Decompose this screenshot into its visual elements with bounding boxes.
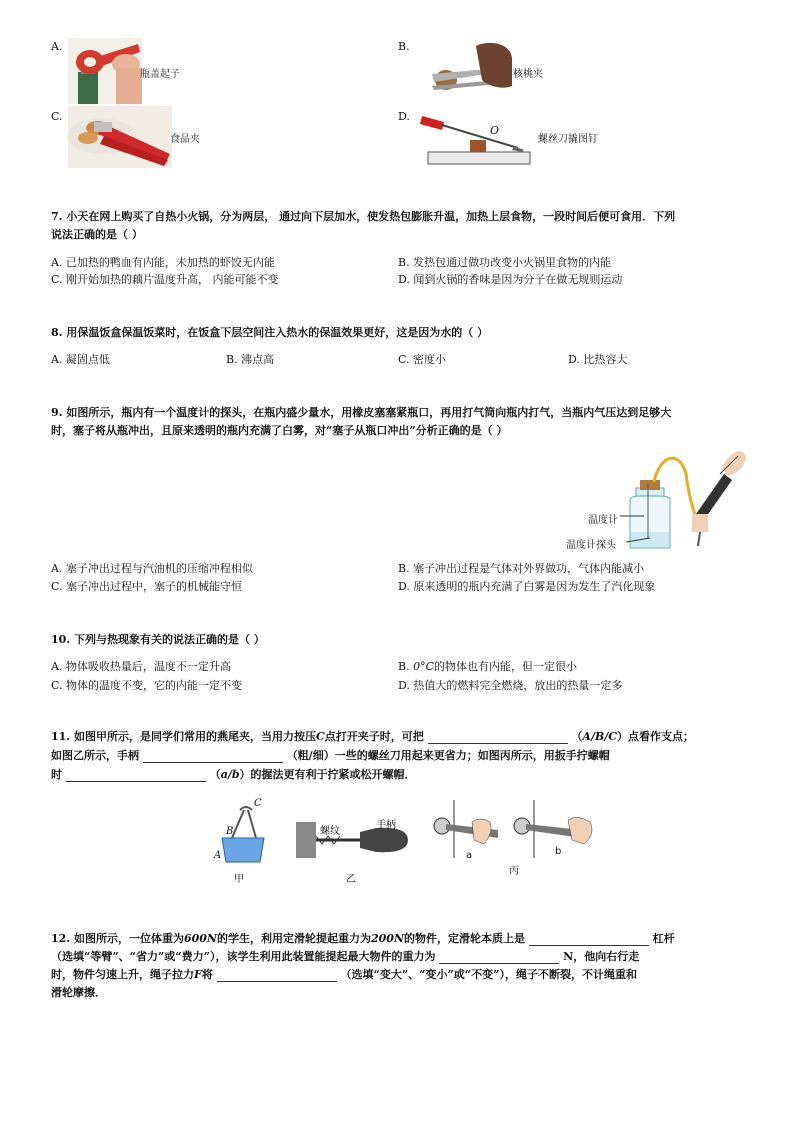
q11-text: 11. 如图甲所示，是同学们常用的燕尾夹，当用力按压 [51, 730, 316, 743]
q12-text: 的物件，定滑轮本质上是 [404, 932, 526, 945]
thread-label: 螺纹 [320, 826, 340, 837]
q11-blank-3[interactable] [66, 770, 206, 782]
q12-stem-line1 [51, 932, 675, 946]
clip-point-c: C [254, 798, 262, 809]
screwdriver-caption: 螺丝刀撬图钉 [538, 134, 598, 145]
q8-option-a[interactable]: A. 凝固点低 [51, 353, 110, 366]
q11-stem-line2 [51, 749, 610, 763]
screwdriver-pry-image [418, 104, 532, 168]
q12-load: 200N [371, 932, 405, 945]
bottle-opener-image [68, 38, 142, 104]
figure-bing-label: 丙 [509, 866, 519, 877]
q11-stem-line3 [51, 768, 416, 782]
q9-stem-line1: 9. 如图所示，瓶内有一个温度计的探头，在瓶内盛少量水，用橡皮塞塞紧瓶口，再用打气筒向瓶内打气，当瓶内气压达到足够大 [51, 406, 672, 419]
q9-stem-line2: 时，塞子将从瓶冲出，且原来透明的瓶内充满了白雾，对“塞子从瓶口冲出”分析正确的是（ ） [51, 424, 508, 437]
grip-a-label: a [466, 850, 473, 861]
q9-option-d[interactable]: D. 原来透明的瓶内充满了白雾是因为发生了汽化现象 [398, 580, 656, 593]
q7-stem-line2: 说法正确的是（ ） [51, 228, 143, 241]
clip-point-a: A [214, 850, 222, 861]
q10-option-c[interactable]: C. 物体的温度不变，它的内能一定不变 [51, 679, 243, 692]
q9-option-a[interactable]: A. 塞子冲出过程与汽油机的压缩冲程相似 [51, 562, 253, 575]
figure-jia-label: 甲 [234, 874, 244, 885]
q12-blank-2[interactable] [439, 952, 559, 964]
q9-option-b[interactable]: B. 塞子冲出过程是气体对外界做功，气体内能减小 [398, 562, 645, 575]
thermometer-probe-label: 温度计探头 [566, 540, 616, 551]
q10-stem: 10. 下列与热现象有关的说法正确的是（ ） [51, 633, 265, 646]
nutcracker-caption: 核桃夹 [513, 69, 543, 80]
q10-option-b-temp: 0°C [413, 660, 434, 673]
q11-point-c: C [315, 730, 325, 743]
q12-text: 杠杆 [652, 932, 675, 945]
q7-stem-line1: 7. 小天在网上购买了自热小火锅，分为两层， 通过向下层加水，使发热包膨胀升温，加热上层食物，一段时间后便可食用．下列 [51, 210, 676, 223]
q8-option-b[interactable]: B. 沸点高 [226, 353, 275, 366]
option-letter-b: B. [398, 40, 410, 53]
q12-blank-1[interactable] [529, 934, 649, 946]
q11-text: （ [571, 730, 583, 743]
q11-text: 时 [51, 768, 62, 781]
q11-text: ）的握法更有利于拧紧或松开螺帽． [239, 768, 416, 781]
q11-blank-1[interactable] [428, 732, 568, 744]
q12-text: 将 [201, 968, 213, 981]
q11-text: （ [209, 768, 221, 781]
food-tongs-caption: 食品夹 [170, 134, 200, 145]
q11-text: 点打开夹子时，可把 [324, 730, 424, 743]
q7-option-a[interactable]: A. 已加热的鸭血有内能，未加热的虾饺无内能 [51, 256, 275, 269]
pivot-label-o: O [490, 124, 500, 137]
thermometer-label: 温度计 [588, 515, 618, 526]
q12-text: 时，物件匀速上升，绳子拉力 [51, 968, 194, 981]
q9-option-c[interactable]: C. 塞子冲出过程中，塞子的机械能守恒 [51, 580, 243, 593]
q12-text: 12. 如图所示，一位体重为 [51, 932, 184, 945]
q12-weight: 600N [183, 932, 217, 945]
q10-option-b[interactable] [398, 658, 577, 674]
q11-choice-abc: A/B/C [582, 730, 618, 743]
q10-option-d[interactable]: D. 热值大的燃料完全燃烧，放出的热量一定多 [398, 679, 623, 692]
binder-clip-diagram [214, 800, 274, 870]
food-tongs-image [68, 106, 172, 168]
q8-option-c[interactable]: C. 密度小 [398, 353, 447, 366]
bottle-opener-caption: 瓶盖起子 [140, 69, 180, 80]
figure-yi-label: 乙 [346, 874, 356, 885]
q11-text: 如图乙所示，手柄 [51, 749, 139, 762]
q12-stem-line3 [51, 968, 637, 982]
screwdriver-diagram [296, 814, 416, 864]
q11-text: （粗/细）一些的螺丝刀用起来更省力；如图丙所示，用扳手拧螺帽 [286, 749, 610, 762]
q7-option-b[interactable]: B. 发热包通过做功改变小火锅里食物的内能 [398, 256, 612, 269]
q7-option-c[interactable]: C. 刚开始加热的藕片温度升高， 内能可能不变 [51, 273, 279, 286]
q8-stem: 8. 用保温饭盒保温饭菜时，在饭盒下层空间注入热水的保温效果更好，这是因为水的（ ） [51, 326, 489, 339]
q7-option-d[interactable]: D. 闻到火锅的香味是因为分子在做无规则运动 [398, 273, 623, 286]
q12-text: （选填“等臂”、“省力”或“费力”），该学生利用此装置能提起最大物件的重力为 [51, 950, 436, 963]
q10-option-a[interactable]: A. 物体吸收热量后，温度不一定升高 [51, 660, 231, 673]
q12-text: N，他向右行走 [563, 950, 640, 963]
handle-label: 手柄 [376, 820, 396, 831]
q11-text: ）点看作支点； [617, 730, 695, 743]
q12-force-f: F [194, 968, 202, 981]
q12-text: （选填“变大”、“变小”或“不变”），绳子不断裂，不计绳重和 [340, 968, 637, 981]
q11-stem-line1 [51, 730, 694, 744]
q12-blank-3[interactable] [217, 970, 337, 982]
option-letter-d: D. [398, 110, 410, 123]
option-letter-c: C. [51, 110, 63, 123]
q11-choice-ab: a/b [220, 768, 240, 781]
q11-blank-2[interactable] [143, 751, 283, 763]
grip-b-label: b [555, 846, 562, 857]
q12-text: 的学生，利用定滑轮提起重力为 [217, 932, 371, 945]
q10-option-b-letter: B. [398, 660, 414, 673]
wrench-grip-diagram [432, 800, 602, 858]
q8-option-d[interactable]: D. 比热容大 [568, 353, 628, 366]
q12-stem-line2 [51, 950, 639, 964]
q10-option-b-text: 的物体也有内能，但一定很小 [434, 660, 577, 673]
q12-stem-line4: 滑轮摩擦． [51, 986, 106, 999]
clip-point-b: B [226, 826, 234, 837]
option-letter-a: A. [51, 40, 63, 53]
nutcracker-image [418, 40, 514, 100]
